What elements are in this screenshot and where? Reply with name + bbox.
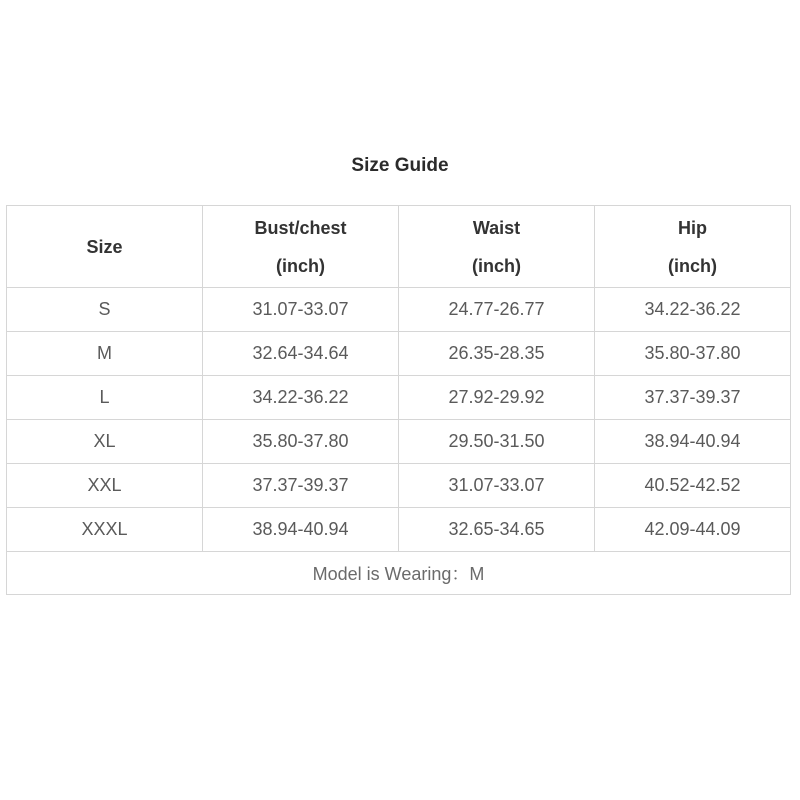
table-row [7,420,791,464]
size-table [6,205,791,595]
table-row [7,332,791,376]
header-size [7,206,203,288]
page-title: Size Guide [351,155,449,176]
cell-size: L [7,376,203,420]
header-size-label: Size [86,236,123,257]
table-row [7,464,791,508]
header-hip [595,206,791,288]
table-row [7,376,791,420]
cell-size: XXL [7,464,203,508]
cell-hip: 37.37-39.37 [595,376,791,420]
cell-waist: 24.77-26.77 [399,288,595,332]
cell-size: XXXL [7,508,203,552]
cell-bust: 34.22-36.22 [203,376,399,420]
cell-hip: 38.94-40.94 [595,420,791,464]
table-row [7,288,791,332]
cell-hip: 34.22-36.22 [595,288,791,332]
cell-bust: 37.37-39.37 [203,464,399,508]
header-hip-label: Hip [678,217,707,238]
header-hip-unit: (inch) [668,255,717,276]
header-bust [203,206,399,288]
cell-hip: 35.80-37.80 [595,332,791,376]
header-bust-unit: (inch) [276,255,325,276]
cell-waist: 32.65-34.65 [399,508,595,552]
cell-bust: 31.07-33.07 [203,288,399,332]
cell-size: M [7,332,203,376]
table-header-row [7,206,791,288]
cell-size: XL [7,420,203,464]
cell-waist: 26.35-28.35 [399,332,595,376]
table-row [7,508,791,552]
header-waist-unit: (inch) [472,255,521,276]
cell-bust: 38.94-40.94 [203,508,399,552]
header-waist-label: Waist [472,217,521,238]
cell-bust: 35.80-37.80 [203,420,399,464]
header-bust-label: Bust/chest [254,217,347,238]
cell-bust: 32.64-34.64 [203,332,399,376]
cell-hip: 40.52-42.52 [595,464,791,508]
cell-waist: 29.50-31.50 [399,420,595,464]
cell-size: S [7,288,203,332]
table-footer-row [7,552,791,595]
cell-waist: 31.07-33.07 [399,464,595,508]
cell-hip: 42.09-44.09 [595,508,791,552]
model-wearing-note: Model is Wearing：M [7,552,791,595]
header-waist [399,206,595,288]
cell-waist: 27.92-29.92 [399,376,595,420]
